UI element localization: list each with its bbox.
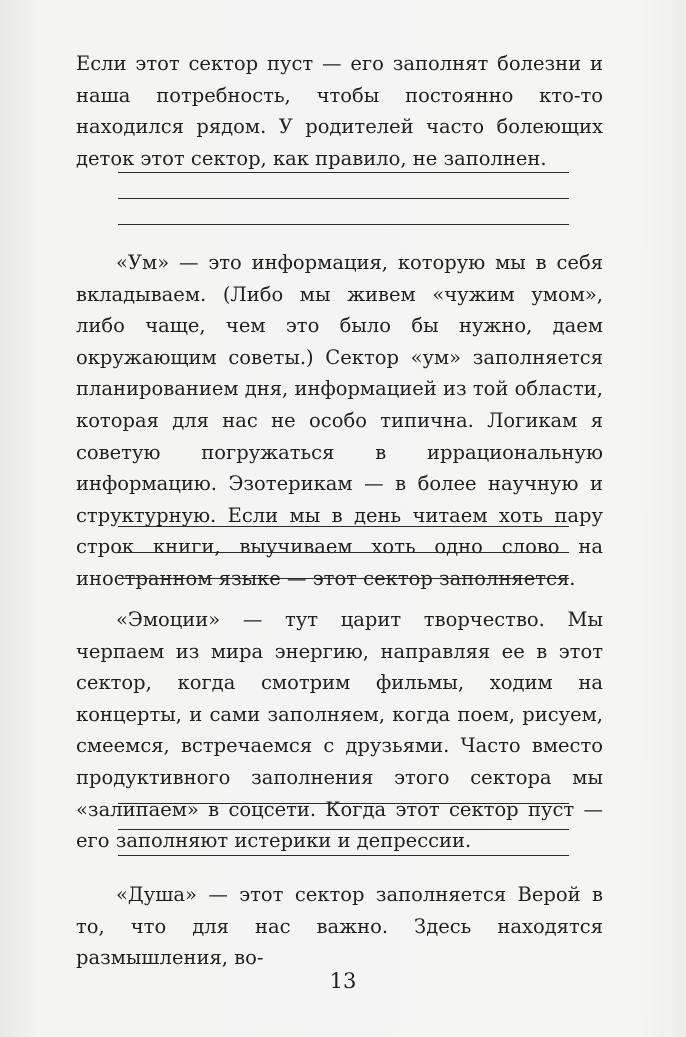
paragraph-emotions: «Эмоции» — тут царит творчество. Мы черпаем из мира энергию, направляя ее в этот сектор, когда смотрим фильмы, ходим на концерты, и сами заполняем, когда поем, рисуем, смеемся, встречаемся с друзьями. Часто вместо продуктивного заполнения этого сектора мы «залипаем» в соцсети. Когда этот сектор пуст — его заполняют истерики и депрессии.: [76, 608, 603, 853]
page-number: 13: [329, 969, 357, 993]
writing-line: [118, 855, 569, 856]
writing-line: [118, 803, 569, 804]
writing-line: [118, 172, 569, 173]
writing-line: [118, 224, 569, 225]
writing-line: [118, 198, 569, 199]
paragraph-mind: «Ум» — это информация, которую мы в себя вкладываем. (Либо мы живем «чужим умом», либо чаще, чем это было бы нужно, даем окружающим советы.) Сектор «ум» заполняется планированием дня, информацией из той области, которая для нас не особо типична. Логикам я советую погружаться в иррациональную информацию. Эзотерикам — в более научную и структурную. Если мы в день читаем хоть пару строк книги, выучиваем хоть одно слово на иностранном языке — этот сектор заполняется.: [76, 251, 603, 590]
paragraph-sector-empty: Если этот сектор пуст — его заполнят болезни и наша потребность, чтобы постоянно кто-то находился рядом. У родителей часто болеющих деток этот сектор, как правило, не заполнен.: [76, 52, 603, 170]
writing-line: [118, 829, 569, 830]
writing-line: [118, 526, 569, 527]
paragraph-soul: «Душа» — этот сектор заполняется Верой в то, что для нас важно. Здесь находятся размышления, во-: [76, 883, 603, 970]
writing-line: [118, 578, 569, 579]
writing-line: [118, 552, 569, 553]
